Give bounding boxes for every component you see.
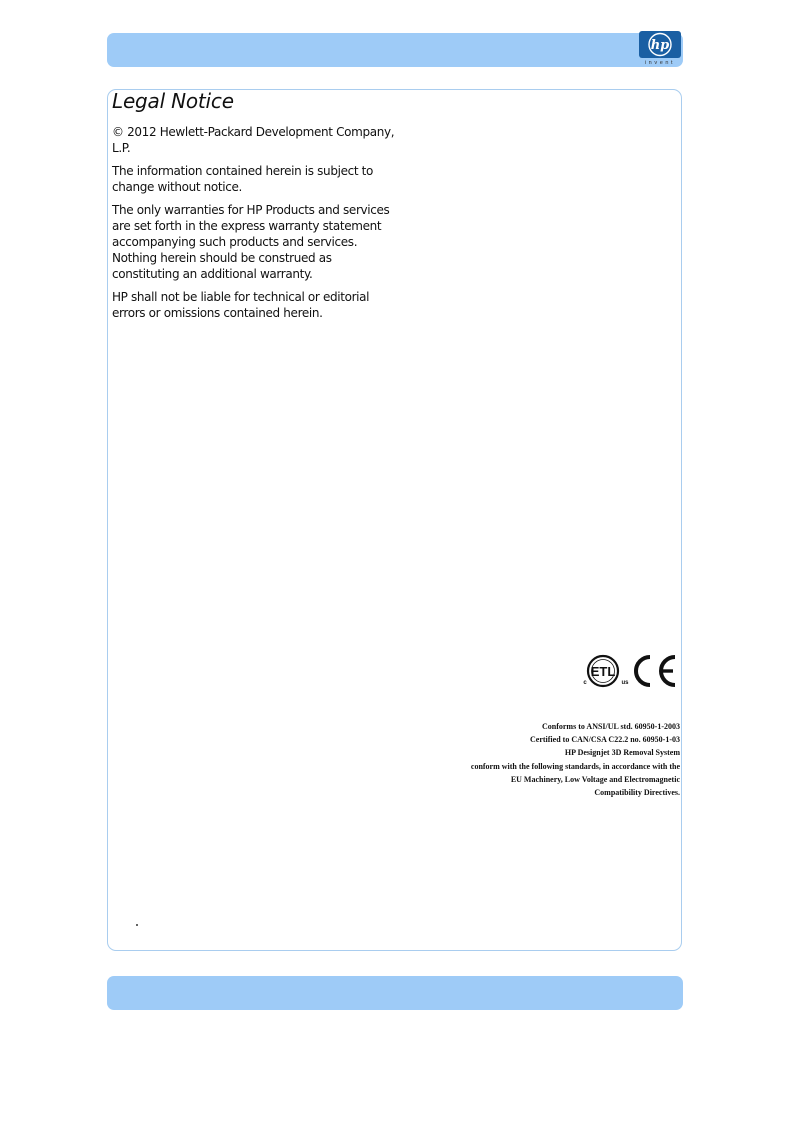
etl-listed-icon (583, 656, 629, 686)
header-band (107, 33, 683, 67)
ce-mark-icon (636, 657, 675, 685)
conformance-line: HP Designjet 3D Removal System (564, 748, 680, 758)
hp-logo (637, 30, 683, 70)
conformance-statement (471, 720, 680, 799)
certification-marks (576, 651, 678, 693)
logo-tagline: invent (644, 60, 676, 66)
conformance-line: Compatibility Directives. (594, 788, 680, 798)
legal-notice-title: Legal Notice (112, 89, 234, 113)
etl-region-us: us (621, 680, 629, 686)
change-notice-paragraph: The information contained herein is subject to change without notice. (112, 164, 374, 194)
etl-region-c: c (583, 680, 587, 686)
conformance-line: conform with the following standards, in accordance with the (470, 761, 680, 771)
hp-logo-icon (637, 30, 683, 60)
footer-band (107, 976, 683, 1010)
logo-mark: hp (650, 38, 670, 53)
warranty-paragraph: The only warranties for HP Products and services are set forth in the express warranty statement accompanying such products and services. Nothing herein should be construed as constituting an additional warranty. (112, 203, 390, 281)
conformance-line: Certified to CAN/CSA C22.2 no. 60950-1-03 (530, 735, 680, 745)
copyright-paragraph: © 2012 Hewlett-Packard Development Company, L.P. (112, 125, 395, 155)
legal-notice-body (112, 124, 402, 328)
stray-dot (136, 924, 138, 926)
conformance-line: EU Machinery, Low Voltage and Electromagnetic (510, 774, 680, 784)
liability-paragraph: HP shall not be liable for technical or editorial errors or omissions contained herein. (112, 290, 370, 320)
conformance-line: Conforms to ANSI/UL std. 60950-1-2003 (541, 722, 680, 731)
etl-mark-text: ETL (590, 664, 616, 679)
